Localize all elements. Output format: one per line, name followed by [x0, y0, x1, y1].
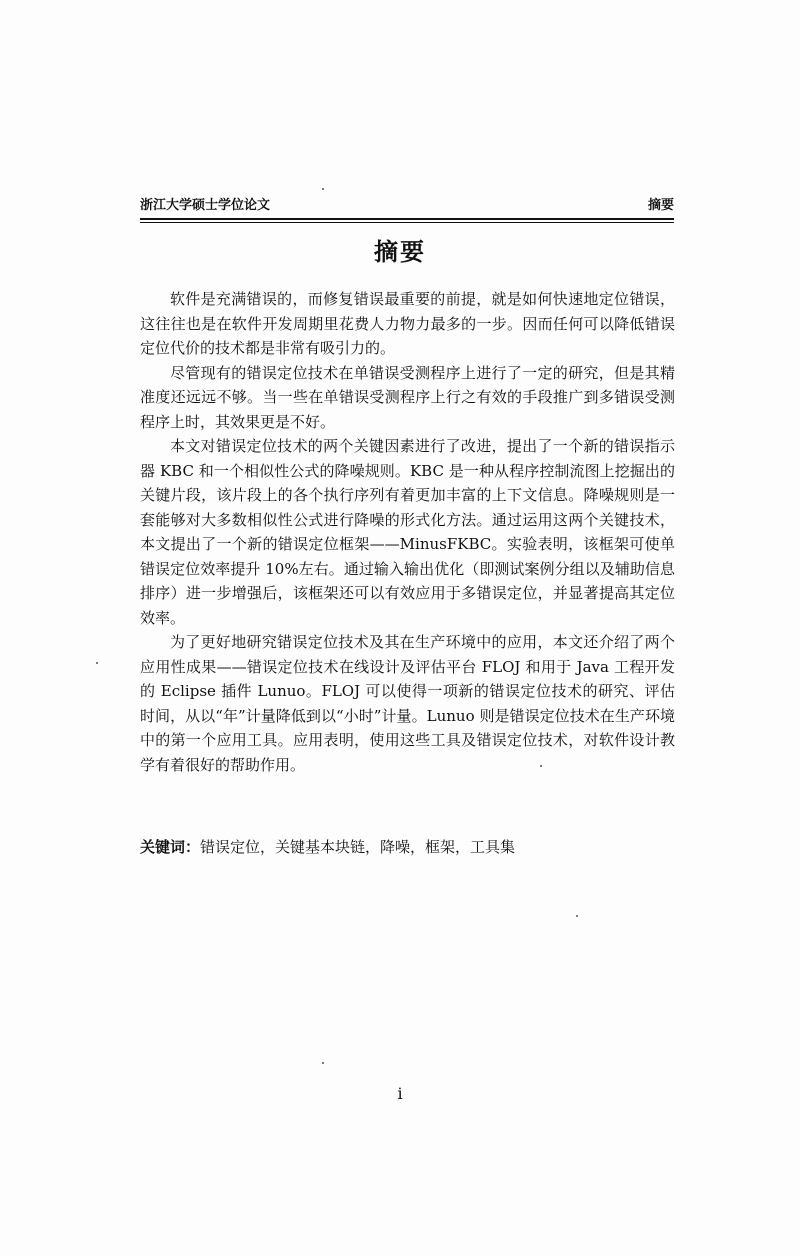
page-title: 摘要	[374, 238, 426, 266]
abstract-paragraph-2: 尽管现有的错误定位技术在单错误受测程序上进行了一定的研究，但是其精准度还远远不够。当一些在单错误受测程序上行之有效的手段推广到多错误受测程序上时，其效果更是不好。	[140, 363, 675, 431]
abstract-paragraph-4: 为了更好地研究错误定位技术及其在生产环境中的应用，本文还介绍了两个应用性成果——错误定位技术在线设计及评估平台 FLOJ 和用于 Java 工程开发的 Eclipse 插件 Lunuo。FLOJ 可以使得一项新的错误定位技术的研究、评估时间，从以“年”计量降低到以“小时”计量。Lunuo 则是错误定位技术在生产环境中的第一个应用工具。应用表明，使用这些工具及错误定位技术，对软件设计教学有着很好的帮助作用。	[140, 633, 675, 774]
running-header	[140, 197, 674, 215]
scan-speck	[540, 765, 542, 767]
scan-speck	[322, 188, 324, 190]
page-number: i	[397, 1084, 403, 1103]
header-thesis-name: 浙江大学硕士学位论文	[140, 198, 271, 213]
scan-speck	[576, 915, 578, 917]
keywords-label: 关键词：	[140, 838, 201, 856]
keywords-line	[140, 835, 675, 859]
abstract-paragraph-3: 本文对错误定位技术的两个关键因素进行了改进，提出了一个新的错误指示器 KBC 和一个相似性公式的降噪规则。KBC 是一种从程序控制流图上挖掘出的关键片段，该片段上的各个执行序列有着更加丰富的上下文信息。降噪规则是一套能够对大多数相似性公式进行降噪的形式化方法。通过运用这两个关键技术，本文提出了一个新的错误定位框架——MinusFKBC。实验表明，该框架可使单错误定位效率提升 10%左右。通过输入输出优化（即测试案例分组以及辅助信息排序）进一步增强后，该框架还可以有效应用于多错误定位，并显著提高其定位效率。	[140, 437, 675, 627]
abstract-body	[140, 287, 675, 777]
scan-speck	[322, 1062, 324, 1064]
keywords-value: 错误定位，关键基本块链，降噪，框架，工具集	[200, 838, 516, 856]
header-section-name: 摘要	[647, 198, 674, 213]
abstract-paragraph-1: 软件是充满错误的，而修复错误最重要的前提，就是如何快速地定位错误，这往往也是在软件开发周期里花费人力物力最多的一步。因而任何可以降低错误定位代价的技术都是非常有吸引力的。	[140, 290, 675, 357]
header-rule-secondary	[140, 222, 674, 223]
header-rule	[140, 218, 674, 220]
scan-speck	[96, 662, 98, 664]
